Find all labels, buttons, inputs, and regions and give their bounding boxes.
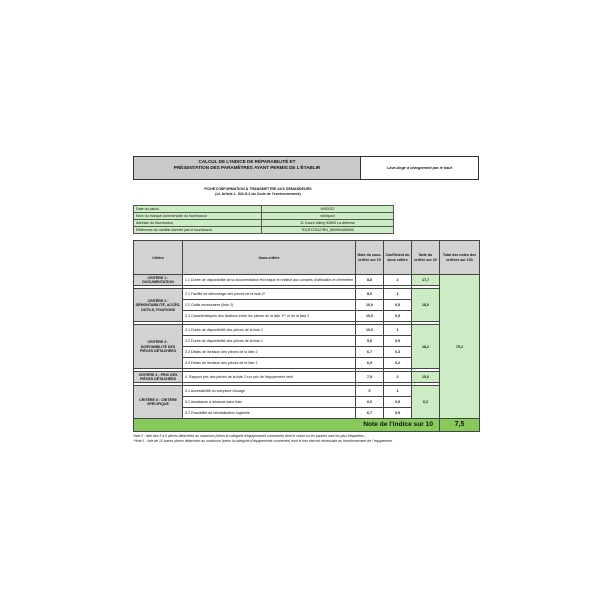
criteria-row [134,275,480,286]
criterion-label: CRITÈRE 1 : DOCUMENTATION [134,275,183,286]
sub-criterion-note: 6,7 [356,347,384,358]
sub-criterion: 2.3 Caractéristiques des fixations entre les pièces de la liste 1** et de la liste 2 [183,311,356,322]
sub-criterion-coef: 0,5 [384,336,412,347]
sub-criterion-coef: 1 [384,325,412,336]
sub-criterion: 5.2 Assistance à distance sans frais [183,397,356,408]
sub-criterion-note: 6,7 [356,408,384,419]
sub-criterion-coef: 0,3 [384,347,412,358]
col-header-total: Total des notes des critères sur 100 [440,241,480,275]
final-score-label: Note de l'indice sur 10 [134,419,440,432]
sub-criterion-coef: 0,5 [384,408,412,419]
col-header-critere: Critère [134,241,183,275]
sub-criterion-note: 0 [356,386,384,397]
sub-criterion-note: 6,5 [356,358,384,369]
info-value: TDLR7220LFRN_859991655390 [262,227,394,234]
criterion-score-20: 6,3 [412,386,440,419]
sheet-title-line2: PRÉSENTATION DES PARAMÈTRES AYANT PERMIS DE L'ÉTABLIR [173,165,321,171]
sub-criterion: 1.1 Durée de disponibilité de la documentation technique et relative aux conseils d'utilisation et d'entretien [183,275,356,286]
sub-criterion-coef: 2 [384,275,412,286]
product-type: Lave-linge à chargement par le haut [387,166,452,170]
sub-criterion-note: 10,0 [356,300,384,311]
footnote-liste-2: *liste 2 : liste des 3 à 5 pièces détachées au maximum (selon la catégorie d'équipements concernée) dont le casse ou les pannes sont les plus fréquentes ; [133,434,366,439]
sub-criterion-note: 10,0 [356,311,384,322]
criteria-row [134,289,480,300]
info-value: 11 Cours Valmy 92800 La defense [262,220,394,227]
criteria-row [134,372,480,383]
footnote-liste-1: **liste 1 : liste de 10 autres pièces détachées au maximum (selon la catégorie d'équipements concernée) dont le bon état est nécessaire au fonctionnement de l' équipement. [133,439,393,443]
sub-criterion-coef: 0,5 [384,397,412,408]
criterion-score-20: 18,0 [412,289,440,322]
sub-criterion-coef: 0,5 [384,300,412,311]
info-row [134,220,394,227]
supplier-info-table [133,205,394,234]
sub-criterion-coef: 0,5 [384,311,412,322]
sub-criterion-note: 8,8 [356,275,384,286]
criterion-score-20: 17,7 [412,275,440,286]
sub-criterion: 3.1 Durée de disponibilité des pièces de la liste 2 [183,325,356,336]
info-label: Adresse du fournisseur [134,220,262,227]
sub-criterion: 5.3 Possibilité de réinitialisation logicielle [183,408,356,419]
criterion-label: CRITÈRE 2 : DÉMONTABILITÉ, ACCÈS, OUTILS, FIXATIONS [134,289,183,322]
sub-criterion-note: 7,5 [356,372,384,383]
grand-total-100: 75,2 [440,275,480,419]
criteria-row [134,386,480,397]
info-row [134,213,394,220]
criterion-score-20: 15,0 [412,372,440,383]
criterion-label: CRITÈRE 4 : PRIX DES PIÈCES DÉTACHÉES [134,372,183,383]
repairability-sheet [133,156,479,444]
sheet-title [134,157,361,179]
info-label: Nom ou marque commerciale du fournisseur [134,213,262,220]
sub-criterion-note: 6,0 [356,397,384,408]
info-row [134,227,394,234]
fiche-heading-line2: (cf. Article L. 541-9-2 du Code de l'environnement) [215,192,301,197]
sub-criterion: 3.3 Délais de livraison des pièces de la liste 2 [183,347,356,358]
sub-criterion-coef: 1 [384,289,412,300]
sub-criterion-coef: 2 [384,372,412,383]
footnotes [133,434,479,443]
sub-criterion: 5.1 Accessibilité du compteur d'usage [183,386,356,397]
sub-criterion: 3.2 Durée de disponibilité des pièces de la liste 1 [183,336,356,347]
col-header-note20: Note du critère sur 20 [412,241,440,275]
criteria-row [134,325,480,336]
info-value: 9/9/2022 [262,206,394,213]
criterion-label: CRITÈRE 3 : DISPONIBILITÉ DES PIÈCES DÉTACHÉES [134,325,183,369]
sheet-title-line1: CALCUL DE L'INDICE DE RÉPARABILITÉ ET [198,159,296,164]
header-box [133,156,479,180]
fiche-heading-line1: FICHE D'INFORMATION À TRANSMETTRE AUX DEMANDEURS [204,187,312,191]
final-score-row [134,419,480,432]
sub-criterion-coef: 1 [384,386,412,397]
sub-criterion-note: 9,8 [356,336,384,347]
info-row [134,206,394,213]
col-header-note: Note du sous-critère sur 10 [356,241,384,275]
fiche-heading [163,187,353,197]
criterion-score-20: 18,2 [412,325,440,369]
info-value: whirlpool [262,213,394,220]
info-label: Date du calcul [134,206,262,213]
sub-criterion-coef: 0,2 [384,358,412,369]
criterion-label: CRITÈRE 5 : CRITÈRE SPÉCIFIQUE [134,386,183,419]
criteria-table [133,240,480,432]
info-label: Référence du modèle donnée par le fournisseur [134,227,262,234]
sub-criterion: 2.1 Facilité de démontage des pièces de la liste 2* [183,289,356,300]
sub-criterion-note: 10,0 [356,325,384,336]
sub-criterion-note: 8,0 [356,289,384,300]
sub-criterion: 2.2 Outils nécessaires (liste 2) [183,300,356,311]
col-header-coef: Coefficient du sous critère [384,241,412,275]
sub-criterion: 3.4 Délais de livraison des pièces de la liste 1 [183,358,356,369]
col-header-sous-critere: Sous-critère [183,241,356,275]
final-score-value: 7,5 [440,419,480,432]
criteria-header-row [134,241,480,275]
sub-criterion: 4. Rapport prix des pièces de la liste 2 sur prix de l'équipement neuf [183,372,356,383]
